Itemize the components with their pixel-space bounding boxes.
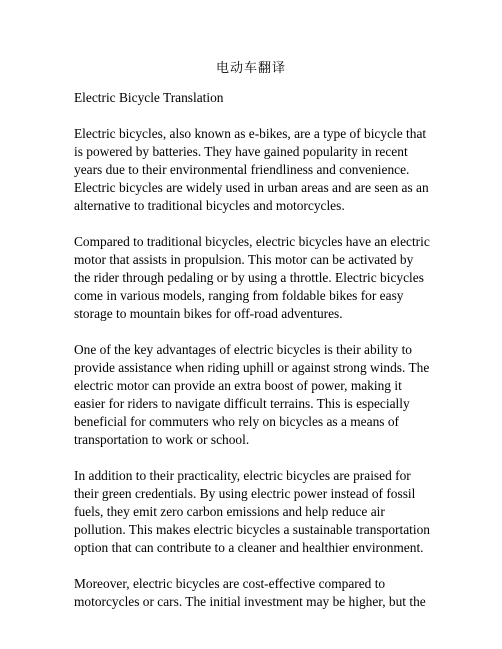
document-title: 电动车翻译 [215, 61, 286, 76]
paragraph-2: Compared to traditional bicycles, electric bicycles have an electric motor that assists in propulsion. This motor can be activated by the rider through pedaling or by using a throttle. Electric bicycles come in various models, ranging from foldable bikes for easy storage to mountain bikes for off-road adventures. [74, 234, 430, 321]
paragraph-3: One of the key advantages of electric bicycles is their ability to provide assistance when riding uphill or against strong winds. The electric motor can provide an extra boost of power, making it easier for riders to navigate difficult terrains. This is especially beneficial for commuters who rely on bicycles as a means of transportation to work or school. [74, 342, 430, 447]
paragraph-4: In addition to their practicality, electric bicycles are praised for their green credentials. By using electric power instead of fossil fuels, they emit zero carbon emissions and help reduce air pollution. This makes electric bicycles a sustainable transportation option that can contribute to a cleaner and healthier environment. [74, 468, 430, 555]
paragraph-5: Moreover, electric bicycles are cost-effective compared to motorcycles or cars. The initial investment may be higher, but the [74, 576, 426, 609]
document-subtitle: Electric Bicycle Translation [74, 90, 224, 105]
paragraph-1: Electric bicycles, also known as e-bikes, are a type of bicycle that is powered by batteries. They have gained popularity in recent years due to their environmental friendliness and convenience. Electric bicycles are widely used in urban areas and are seen as an alternative to traditional bicycles and motorcycles. [74, 126, 429, 213]
document-body [74, 89, 430, 629]
